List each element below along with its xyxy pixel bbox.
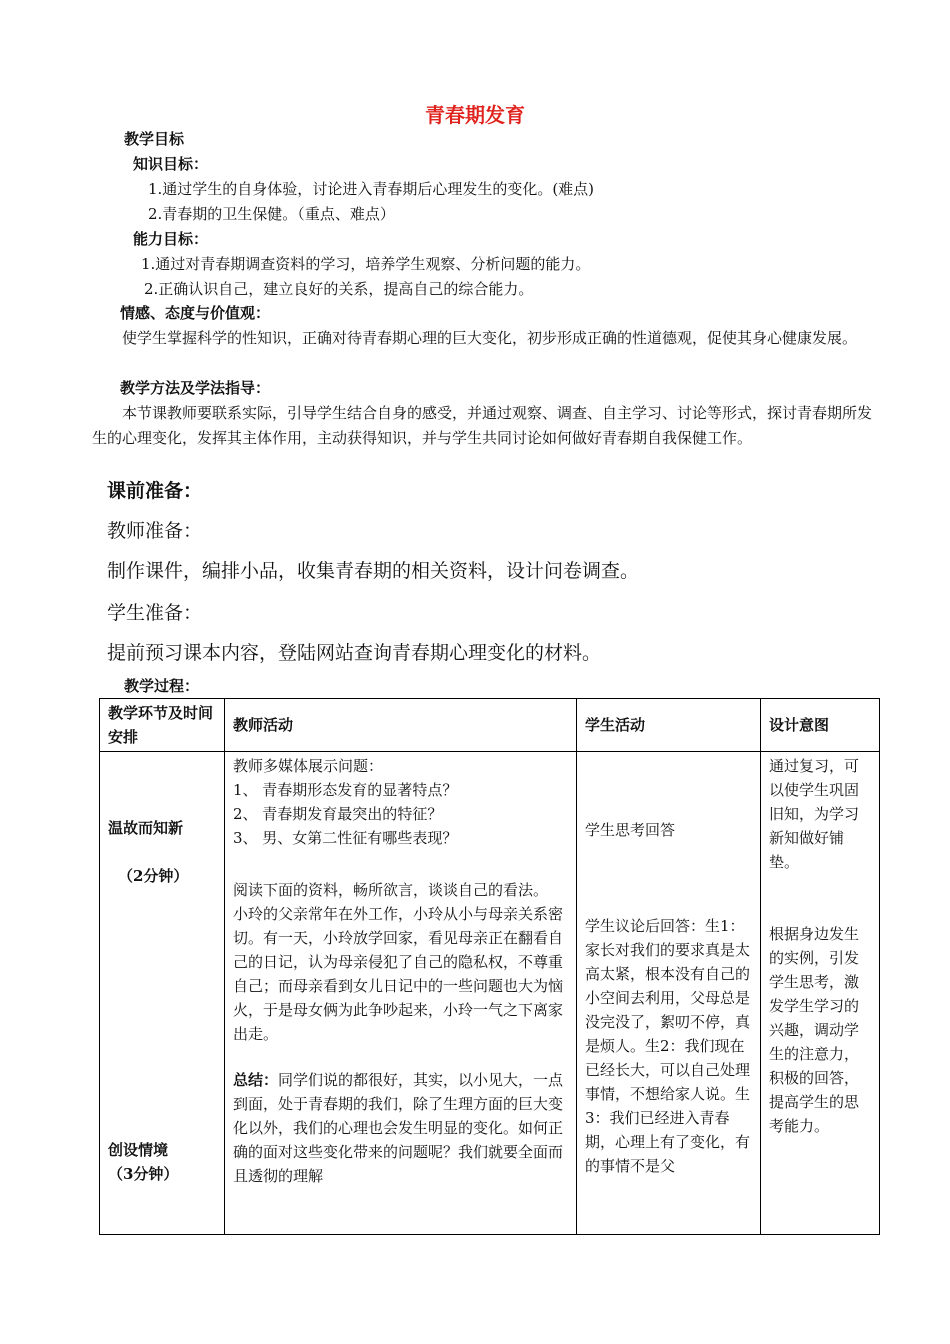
reading-prompt: 阅读下面的资料，畅所欲言，谈谈自己的看法。 xyxy=(233,881,549,899)
column-header: 教学环节及时间安排 xyxy=(100,699,225,752)
emotion-text: 使学生掌握科学的性知识，正确对待青春期心理的巨大变化，初步形成正确的性道德观，促使其身心健康发展。 xyxy=(122,329,858,347)
teacher-intro: 教师多媒体展示问题： xyxy=(233,757,384,775)
objectives-heading: 教学目标 xyxy=(124,130,185,148)
stage-1-name: 温故而知新 xyxy=(108,819,184,837)
student-prep-text: 提前预习课本内容，登陆网站查询青春期心理变化的材料。 xyxy=(107,642,602,664)
table-header-row xyxy=(100,699,880,752)
design-intent-cell xyxy=(761,752,880,1235)
ability-item-2: 2.正确认识自己，建立良好的关系，提高自己的综合能力。 xyxy=(144,280,534,298)
stage-2-name: 创设情境 xyxy=(108,1141,169,1159)
ability-item-1: 1.通过对青春期调查资料的学习，培养学生观察、分析问题的能力。 xyxy=(141,255,591,273)
column-header: 学生活动 xyxy=(577,699,761,752)
column-header: 设计意图 xyxy=(761,699,880,752)
stage-1-time: （2分钟） xyxy=(118,867,189,885)
process-heading: 教学过程： xyxy=(124,677,200,695)
story-text: 小玲的父亲常年在外工作，小玲从小与母亲关系密切。有一天，小玲放学回家，看见母亲正在翻看自己的日记，认为母亲侵犯了自己的隐私权，不尊重自己；而母亲看到女儿日记中的一些问题也大为恼火，于是母女俩为此争吵起来，小玲一气之下离家出走。 xyxy=(233,905,564,1043)
teacher-activity-cell xyxy=(225,752,577,1235)
teacher-prep-text: 制作课件，编排小品，收集青春期的相关资料，设计问卷调查。 xyxy=(107,560,640,582)
student-prep-heading: 学生准备： xyxy=(107,602,203,624)
stage-cell xyxy=(100,752,225,1235)
methods-heading: 教学方法及学法指导： xyxy=(120,379,271,397)
student-activity-cell xyxy=(577,752,761,1235)
summary-label: 总结： xyxy=(233,1071,279,1089)
ability-heading: 能力目标： xyxy=(133,230,209,248)
emotion-heading: 情感、态度与价值观： xyxy=(120,304,271,322)
methods-text: 本节课教师要联系实际，引导学生结合自身的感受，并通过观察、调查、自主学习、讨论等形式，探讨青春期所发生的心理变化，发挥其主体作用，主动获得知识，并与学生共同讨论如何做好青春期自我保健工作。 xyxy=(92,404,873,447)
column-header: 教师活动 xyxy=(225,699,577,752)
question-3: 3、 男、女第二性征有哪些表现？ xyxy=(233,829,458,847)
design-intent-1: 通过复习，可以使学生巩固旧知，为学习新知做好铺垫。 xyxy=(769,757,860,871)
question-2: 2、 青春期发育最突出的特征？ xyxy=(233,805,443,823)
knowledge-item-1: 1.通过学生的自身体验，讨论进入青春期后心理发生的变化。(难点) xyxy=(148,180,595,198)
summary xyxy=(233,1068,568,1188)
document-title: 青春期发育 xyxy=(425,103,525,127)
summary-text: 同学们说的都很好，其实，以小见大，一点到面，处于青春期的我们，除了生理方面的巨大变化以外，我们的心理也会发生明显的变化。如何正确的面对这些变化带来的问题呢？我们就要全面而且透彻的理解 xyxy=(233,1071,564,1185)
knowledge-heading: 知识目标： xyxy=(133,155,209,173)
knowledge-item-2: 2.青春期的卫生保健。（重点、难点） xyxy=(148,205,395,223)
teacher-prep-heading: 教师准备： xyxy=(107,520,203,542)
student-answer-2: 学生议论后回答：生1：家长对我们的要求真是太高太紧，根本没有自己的小空间去利用，父母总是没完没了，絮叨不停，真是烦人。生2：我们现在已经长大，可以自己处理事情，不想给家人说。生3：我们已经进入青春期，心理上有了变化，有的事情不是父 xyxy=(585,917,751,1175)
stage-2-time: （3分钟） xyxy=(108,1165,179,1183)
question-1: 1、 青春期形态发育的显著特点？ xyxy=(233,781,458,799)
process-table xyxy=(99,698,880,1235)
table-row xyxy=(100,752,880,1235)
student-answer-1: 学生思考回答 xyxy=(585,821,676,839)
preparation-heading: 课前准备： xyxy=(107,480,203,502)
design-intent-2: 根据身边发生的实例，引发学生思考，激发学生学习的兴趣，调动学生的注意力，积极的回答，提高学生的思考能力。 xyxy=(769,925,860,1135)
